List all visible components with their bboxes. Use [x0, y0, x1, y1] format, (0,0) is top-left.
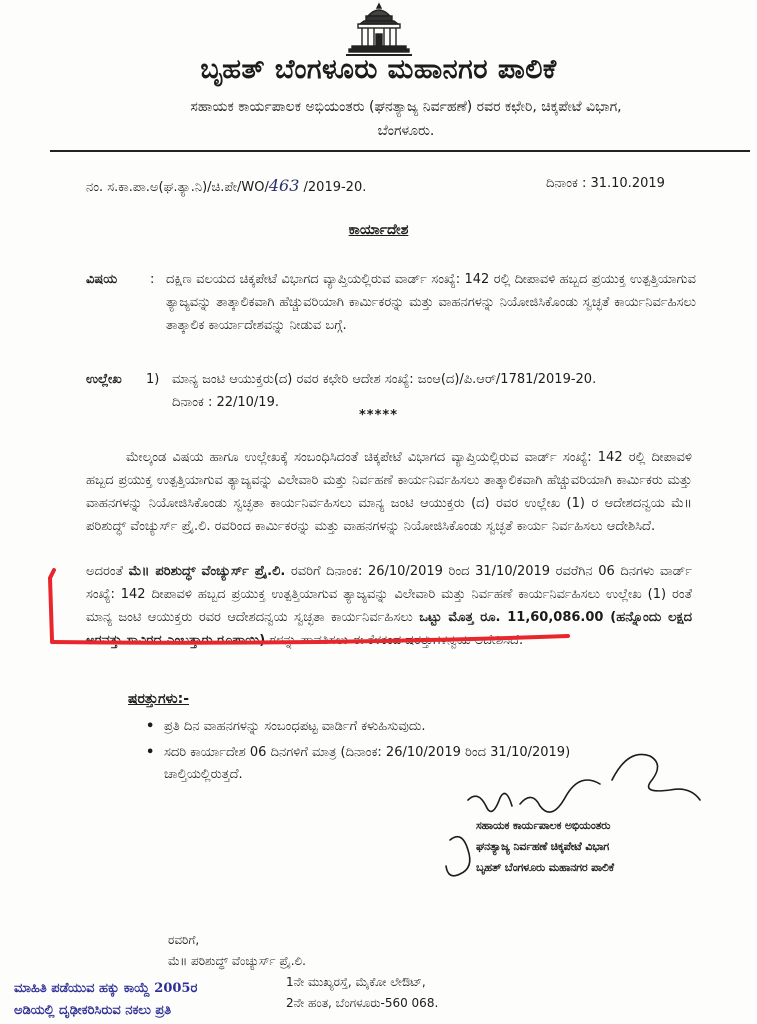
reference-number-handwritten: 463 [268, 176, 300, 195]
reference-item-line1: ಮಾನ್ಯ ಜಂಟಿ ಆಯುಕ್ತರು(ದ) ರವರ ಕಛೇರಿ ಆದೇಶ ಸಂಖ್ಯೆ: ಜಂಆ(ದ)/ಪಿ.ಆರ್/1781/2019-20. [172, 372, 597, 387]
recipient-block [168, 930, 438, 1014]
subject-label: ವಿಷಯ [86, 272, 118, 287]
reference-label: ಉಲ್ಲೇಖ [86, 372, 122, 387]
body-paragraph-2-rest: ರವರಿಗೆ ದಿನಾಂಕ: 26/10/2019 ರಿಂದ 31/10/2019 ರವರೆಗಿನ 06 ದಿನಗಳು ವಾರ್ಡ್ ಸಂಖ್ಯೆ: 142 ದೀಪಾವಳಿ ಹಬ್ಬದ ಪ್ರಯುಕ್ತ ಉತ್ಪತ್ತಿಯಾಗುವ ತ್ಯಾಜ್ಯವನ್ನು ವಿಲೇವಾರಿ ಮತ್ತು ನಿರ್ವಹಣೆ ಕಾರ್ಯನಿರ್ವಹಿಸಲು ಉಲ್ಲೇಖ (1) ರಂತೆ ಮಾನ್ಯ ಜಂಟಿ ಆಯುಕ್ತರು ರವರ ಆದೇಶದನ್ವಯ ಸ್ವಚ್ಛತಾ ಕಾರ್ಯನಿರ್ವಹಿಸಲು [86, 564, 692, 625]
condition-item-1-text: ಪ್ರತಿ ದಿನ ವಾಹನಗಳನ್ನು ಸಂಬಂಧಪಟ್ಟ ವಾರ್ಡಿಗೆ ಕಳುಹಿಸುವುದು. [164, 719, 426, 734]
office-address-line1: ಸಹಾಯಕ ಕಾರ್ಯಪಾಲಕ ಅಭಿಯಂತರು (ಘನತ್ಯಾಜ್ಯ ನಿರ್ವಹಣೆ) ರವರ ಕಛೇರಿ, ಚಿಕ್ಕಪೇಟೆ ವಿಭಾಗ, [190, 99, 622, 115]
contractor-name: ಮೆ॥ ಪರಿಶುದ್ಧ್ ವೆಂಚ್ಯುರ್ಸ್ ಪ್ರೈ.ಲಿ. [128, 564, 286, 579]
bullet-icon: • [146, 745, 155, 760]
recipient-address-line2: 2ನೇ ಹಂತ, ಬೆಂಗಳೂರು-560 068. [286, 996, 439, 1010]
condition-item-2-continued: ಚಾಲ್ತಿಯಲ್ಲಿರುತ್ತದೆ. [164, 767, 243, 782]
office-address-line2: ಬೆಂಗಳೂರು. [377, 123, 435, 139]
rti-stamp-line2: ಅಡಿಯಲ್ಲಿ ದೃಢೀಕರಿಸಿರುವ ನಕಲು ಪ್ರತಿ [14, 1003, 172, 1018]
conditions-title: ಷರತ್ತುಗಳು:- [128, 691, 190, 707]
total-amount: ಒಟ್ಟು ಮೊತ್ತ ರೂ. 11,60,086.00 (ಹನ್ನೊಂದು ಲಕ್ಷದ ಅರವತ್ತು ಸಾವಿರದ ಎಂಬತ್ತಾರು ರೂಪಾಯಿ) [86, 610, 692, 648]
designation-line2: ಘನತ್ಯಾಜ್ಯ ನಿರ್ವಹಣೆ ಚಿಕ್ಕಪೇಟೆ ವಿಭಾಗ [476, 840, 610, 853]
reference-item-number: 1) [146, 372, 160, 387]
body-paragraph-2-end: ಗಳನ್ನು ಪಾವತಿಸಲು ಈ ಕೆಳಕಂಡ ಷರತ್ತುಗಳನ್ವಯ ಆದೇಶಿಸಿದೆ. [265, 633, 524, 648]
body-paragraph-1: ಮೇಲ್ಕಂಡ ವಿಷಯ ಹಾಗೂ ಉಲ್ಲೇಖಕ್ಕೆ ಸಂಬಂಧಿಸಿದಂತೆ ಚಿಕ್ಕಪೇಟೆ ವಿಭಾಗದ ವ್ಯಾಪ್ತಿಯಲ್ಲಿರುವ ವಾರ್ಡ್ ಸಂಖ್ಯೆ: 142 ರಲ್ಲಿ ದೀಪಾವಳಿ ಹಬ್ಬದ ಪ್ರಯುಕ್ತ ಉತ್ಪತ್ತಿಯಾಗುವ ತ್ಯಾಜ್ಯವನ್ನು ವಿಲೇವಾರಿ ಮತ್ತು ನಿರ್ವಹಣೆ ಕಾರ್ಯನಿರ್ವಹಿಸಲು ತಾತ್ಕಾಲಿಕವಾಗಿ ಹೆಚ್ಚುವರಿಯಾಗಿ ಕಾರ್ಮಿಕರು ಮತ್ತು ವಾಹನಗಳನ್ನು ನಿಯೋಜಿಸಿಕೊಂಡು ಸ್ವಚ್ಛತಾ ಕಾರ್ಯನಿರ್ವಹಿಸಲು ಮಾನ್ಯ ಜಂಟಿ ಆಯುಕ್ತರು (ದ) ರವರ ಉಲ್ಲೇಖ (1) ರ ಆದೇಶದನ್ವಯ ಮೆ॥ ಪರಿಶುದ್ಧ್ ವೆಂಚ್ಯುರ್ಸ್ ಪ್ರೈ.ಲಿ. ರವರಿಂದ ಕಾರ್ಮಿಕರನ್ನು ಮತ್ತು ವಾಹನಗಳನ್ನು ನಿಯೋಜಿಸಿಕೊಂಡು ಸ್ವಚ್ಛತೆ ಕಾರ್ಯ ನಿರ್ವಹಿಸಲು ಆದೇಶಿಸಿದೆ. [86, 450, 692, 534]
body-paragraph-2-intro: ಅದರಂತೆ [86, 564, 129, 579]
organization-title: ಬೃಹತ್ ಬೆಂಗಳೂರು ಮಹಾನಗರ ಪಾಲಿಕೆ [200, 54, 557, 85]
rti-stamp [14, 978, 197, 1022]
separator-stars: ***** [359, 408, 398, 423]
designation-line1: ಸಹಾಯಕ ಕಾರ್ಯಪಾಲಕ ಅಭಿಯಂತರು [476, 819, 611, 832]
reference-number-suffix: /2019-20. [299, 180, 367, 195]
recipient-name: ಮೆ॥ ಪರಿಶುದ್ಧ್ ವೆಂಚ್ಯುರ್ಸ್ ಪ್ರೈ.ಲಿ. [168, 954, 306, 968]
rti-stamp-line1: ಮಾಹಿತಿ ಪಡೆಯುವ ಹಕ್ಕು ಕಾಯ್ದೆ 2005ರ [14, 981, 198, 996]
condition-item-2-text: ಸದರಿ ಕಾರ್ಯಾದೇಶ 06 ದಿನಗಳಿಗೆ ಮಾತ್ರ (ದಿನಾಂಕ: 26/10/2019 ರಿಂದ 31/10/2019) [164, 745, 571, 760]
bullet-icon: • [146, 719, 155, 734]
designation-block [476, 815, 614, 878]
reference-number-prefix: ನಂ. ಸ.ಕಾ.ಪಾ.ಅ(ಘ.ತ್ಯಾ.ನಿ)/ಚಿ.ಪೇ/WO/ [86, 180, 269, 195]
designation-line3: ಬೃಹತ್ ಬೆಂಗಳೂರು ಮಹಾನಗರ ಪಾಲಿಕೆ [476, 861, 614, 874]
reference-item-line2: ದಿನಾಂಕ : 22/10/19. [172, 395, 279, 410]
document-date: ದಿನಾಂಕ : 31.10.2019 [546, 176, 665, 191]
recipient-salutation: ರವರಿಗೆ, [168, 933, 200, 947]
order-title: ಕಾರ್ಯಾದೇಶ [348, 222, 409, 238]
recipient-address-line1: 1ನೇ ಮುಖ್ಯರಸ್ತೆ, ಮೈಕೋ ಲೇಔಟ್, [286, 975, 426, 989]
subject-colon: : [150, 272, 155, 287]
subject-text: ದಕ್ಷಿಣ ವಲಯದ ಚಿಕ್ಕಪೇಟೆ ವಿಭಾಗದ ವ್ಯಾಪ್ತಿಯಲ್ಲಿರುವ ವಾರ್ಡ್ ಸಂಖ್ಯೆ: 142 ರಲ್ಲಿ ದೀಪಾವಳಿ ಹಬ್ಬದ ಪ್ರಯುಕ್ತ ಉತ್ಪತ್ತಿಯಾಗುವ ತ್ಯಾಜ್ಯವನ್ನು ತಾತ್ಕಾಲಿಕವಾಗಿ ಹೆಚ್ಚುವರಿಯಾಗಿ ಕಾರ್ಮಿಕರನ್ನು ಮತ್ತು ವಾಹನಗಳನ್ನು ನಿಯೋಜಿಸಿಕೊಂಡು ಸ್ವಚ್ಛತೆ ಕಾರ್ಯನಿರ್ವಹಿಸಲು ತಾತ್ಕಾಲಿಕ ಕಾರ್ಯಾದೇಶವನ್ನು ನೀಡುವ ಬಗ್ಗೆ. [166, 272, 696, 333]
